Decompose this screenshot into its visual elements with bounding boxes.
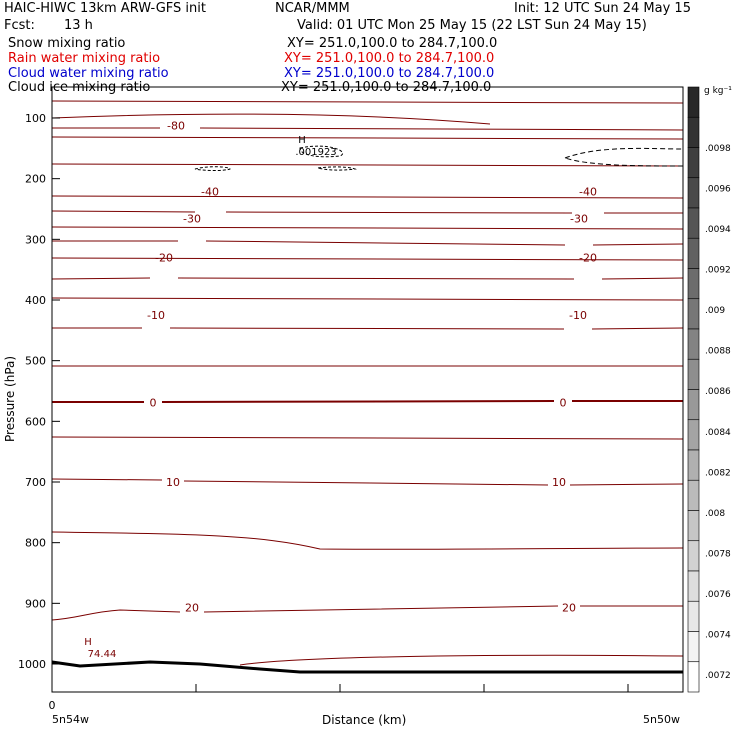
colorbar-label: .008	[705, 508, 726, 519]
contour-line	[52, 532, 683, 549]
contour-line	[52, 211, 683, 213]
contour-line	[52, 227, 683, 229]
colorbar-label: .0076	[705, 589, 731, 600]
y-tick-label: 500	[25, 354, 46, 368]
colorbar-swatch	[688, 238, 699, 268]
contour-label: 0	[559, 396, 567, 410]
field-cloudwater-name: Cloud water mixing ratio	[8, 66, 169, 81]
colorbar-label: .0092	[705, 265, 731, 276]
colorbar-label: .0078	[705, 549, 731, 560]
colorbar-label: .009	[705, 306, 726, 317]
y-tick-label: 700	[25, 476, 46, 489]
colorbar-swatch	[688, 480, 699, 510]
contour-label: -40	[579, 185, 597, 199]
valid-time: Valid: 01 UTC Mon 25 May 15 (22 LST Sun 24 May 15)	[297, 18, 647, 33]
contour-line	[52, 298, 683, 300]
y-tick-label: 300	[25, 233, 46, 247]
contour-line	[52, 114, 490, 124]
contour-label-layer	[147, 119, 597, 614]
center-label: NCAR/MMM	[275, 1, 350, 16]
terrain-line	[52, 662, 683, 672]
plot-frame	[52, 87, 683, 692]
contour-label: -20	[579, 251, 597, 265]
fcst-label: Fcst:	[4, 18, 35, 33]
high-value: 74.44	[87, 648, 117, 660]
fcst-value: 13 h	[64, 18, 93, 33]
colorbar-swatch	[688, 541, 699, 571]
contour-label: 0	[149, 396, 157, 410]
colorbar-swatch	[688, 87, 699, 117]
colorbar-swatch	[688, 662, 699, 692]
colorbar-label: .0088	[705, 346, 731, 357]
field-rain-xy: XY= 251.0,100.0 to 284.7,100.0	[284, 51, 495, 66]
contour-label: -80	[167, 119, 185, 133]
contour-line	[52, 101, 683, 103]
field-snow-xy: XY= 251.0,100.0 to 284.7,100.0	[287, 36, 498, 51]
contour-label: 20	[185, 601, 199, 615]
x-tick-label: 0	[48, 699, 56, 712]
colorbar-swatch	[688, 571, 699, 601]
y-tick-label: 400	[25, 294, 46, 307]
y-tick-label: 800	[25, 536, 46, 550]
colorbar-label: .0098	[705, 144, 731, 154]
x-left-endpoint: 5n54w	[52, 713, 89, 726]
contour-label: -30	[570, 212, 588, 226]
contour-line	[52, 164, 683, 166]
field-cloudice-name: Cloud ice mixing ratio	[8, 80, 151, 95]
high-value: .001923	[295, 147, 337, 159]
colorbar-label: .0072	[705, 671, 731, 681]
y-tick-label: 200	[25, 172, 46, 186]
contour-label: 10	[552, 476, 566, 489]
colorbar-swatch	[688, 601, 699, 631]
colorbar-label: .0096	[705, 184, 731, 195]
colorbar-swatch	[688, 359, 699, 389]
contour-label: -30	[183, 212, 201, 226]
contour-line	[52, 479, 683, 485]
high-marker: H	[298, 135, 306, 147]
field-cloudice-xy: XY= 251.0,100.0 to 284.7,100.0	[281, 80, 492, 95]
contour-label: 10	[166, 476, 180, 489]
contour-line	[52, 241, 683, 245]
run-title: HAIC-HIWC 13km ARW-GFS init	[4, 1, 206, 16]
colorbar-label: .0086	[705, 387, 731, 398]
colorbar-swatch	[688, 117, 699, 147]
contour-line	[52, 437, 683, 439]
colorbar-swatch	[688, 299, 699, 329]
colorbar-label: .0082	[705, 468, 731, 479]
colorbar	[688, 87, 731, 692]
field-rain-name: Rain water mixing ratio	[8, 51, 161, 66]
y-axis-title: Pressure (hPa)	[3, 355, 17, 442]
contour-label: -20	[155, 251, 173, 265]
colorbar-swatch	[688, 420, 699, 450]
colorbar-swatch	[688, 329, 699, 359]
colorbar-units: g kg⁻¹	[704, 86, 732, 96]
contour-label: -10	[147, 309, 165, 323]
x-right-endpoint: 5n50w	[643, 713, 680, 726]
y-tick-label: 600	[25, 415, 46, 429]
y-tick-label: 1000	[18, 658, 46, 671]
contour-label: -40	[201, 185, 219, 199]
contour-label: 20	[562, 601, 576, 615]
field-cloudwater-xy: XY= 251.0,100.0 to 284.7,100.0	[284, 66, 495, 81]
contour-line	[52, 328, 683, 329]
snow-contour	[318, 167, 355, 170]
contour-line	[52, 128, 683, 130]
colorbar-label: .0084	[705, 427, 731, 438]
colorbar-swatch	[688, 148, 699, 178]
contour-line	[52, 278, 683, 279]
x-axis-title: Distance (km)	[322, 713, 407, 727]
colorbar-swatch	[688, 450, 699, 480]
init-time: Init: 12 UTC Sun 24 May 15	[514, 1, 691, 16]
colorbar-swatch	[688, 390, 699, 420]
colorbar-label: .0094	[705, 225, 731, 236]
colorbar-swatch	[688, 632, 699, 662]
y-tick-label: 900	[25, 597, 46, 611]
y-tick-label: 100	[25, 112, 46, 125]
colorbar-swatch	[688, 178, 699, 208]
high-marker-layer	[84, 135, 336, 660]
contour-line	[52, 401, 683, 402]
field-snow-name: Snow mixing ratio	[8, 36, 126, 51]
contour-line	[52, 606, 683, 620]
snow-contour	[565, 148, 683, 166]
colorbar-swatch	[688, 511, 699, 541]
contour-line	[52, 137, 683, 139]
colorbar-label: .0074	[705, 630, 731, 641]
snow-contour	[195, 167, 230, 171]
high-marker: H	[84, 636, 92, 648]
contour-label: -10	[569, 309, 587, 323]
contour-line	[240, 655, 683, 665]
colorbar-swatch	[688, 208, 699, 238]
colorbar-swatch	[688, 269, 699, 299]
